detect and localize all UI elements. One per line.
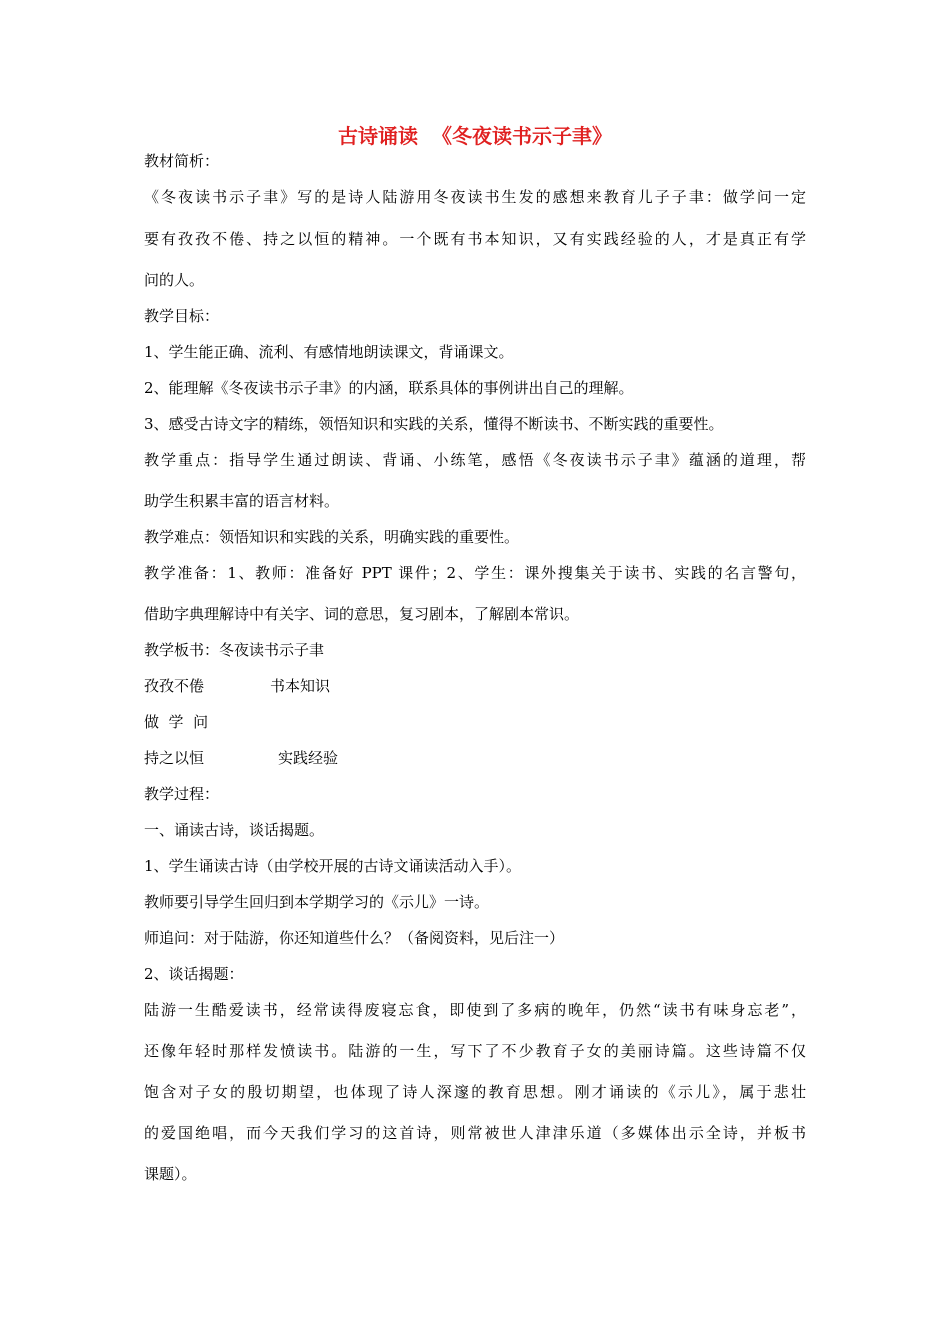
key-points-line: 助学生积累丰富的语言材料。 [144,492,340,510]
board-heading: 教学板书：冬夜读书示子聿 [144,641,325,659]
board-item: 做 学 问 [144,713,209,731]
goal-item: 2、能理解《冬夜读书示子聿》的内涵，联系具体的事例讲出自己的理解。 [144,379,634,397]
process-section: 一、诵读古诗，谈话揭题。 [144,821,325,839]
board-item: 书本知识 [270,677,331,695]
board-item: 孜孜不倦 [144,677,205,695]
board-item: 持之以恒 [144,749,205,767]
process-paragraph-line: 还像年轻时那样发愤读书。陆游的一生，写下了不少教育子女的美丽诗篇。这些诗篇不仅 [144,1042,806,1060]
process-step: 2、谈话揭题： [144,965,244,983]
process-note: 教师要引导学生回归到本学期学习的《示儿》一诗。 [144,893,490,911]
board-item: 实践经验 [278,749,339,767]
analysis-line: 问的人。 [144,271,205,289]
process-step: 1、学生诵读古诗（由学校开展的古诗文诵读活动入手）。 [144,857,522,875]
goal-item: 3、感受古诗文字的精练，领悟知识和实践的关系，懂得不断读书、不断实践的重要性。 [144,415,724,433]
preparation-line: 借助字典理解诗中有关字、词的意思，复习剧本，了解剧本常识。 [144,605,580,623]
analysis-line: 要有孜孜不倦、持之以恒的精神。一个既有书本知识，又有实践经验的人，才是真正有学 [144,230,806,248]
process-paragraph-line: 课题）。 [144,1165,197,1183]
process-paragraph-line: 陆游一生酷爱读书，经常读得废寝忘食，即使到了多病的晚年，仍然“读书有味身忘老”， [144,1001,806,1019]
goals-heading: 教学目标： [144,307,220,325]
process-paragraph-line: 的爱国绝唱，而今天我们学习的这首诗，则常被世人津津乐道（多媒体出示全诗，并板书 [144,1124,806,1142]
difficulty-line: 教学难点：领悟知识和实践的关系，明确实践的重要性。 [144,528,520,546]
document-title: 古诗诵读 《冬夜读书示子聿》 [338,124,612,148]
goal-item: 1、学生能正确、流利、有感情地朗读课文，背诵课文。 [144,343,514,361]
process-paragraph-line: 饱含对子女的殷切期望，也体现了诗人深邃的教育思想。刚才诵读的《示儿》，属于悲壮 [144,1083,806,1101]
key-points-line: 教学重点：指导学生通过朗读、背诵、小练笔，感悟《冬夜读书示子聿》蕴涵的道理，帮 [144,451,806,469]
process-heading: 教学过程： [144,785,220,803]
process-question: 师追问：对于陆游，你还知道些什么？（备阅资料，见后注一） [144,929,565,947]
analysis-heading: 教材简析： [144,152,220,170]
analysis-line: 《冬夜读书示子聿》写的是诗人陆游用冬夜读书生发的感想来教育儿子子聿：做学问一定 [144,188,806,206]
preparation-line: 教学准备：1、教师：准备好 PPT 课件；2、学生：课外搜集关于读书、实践的名言警句， [144,564,806,582]
